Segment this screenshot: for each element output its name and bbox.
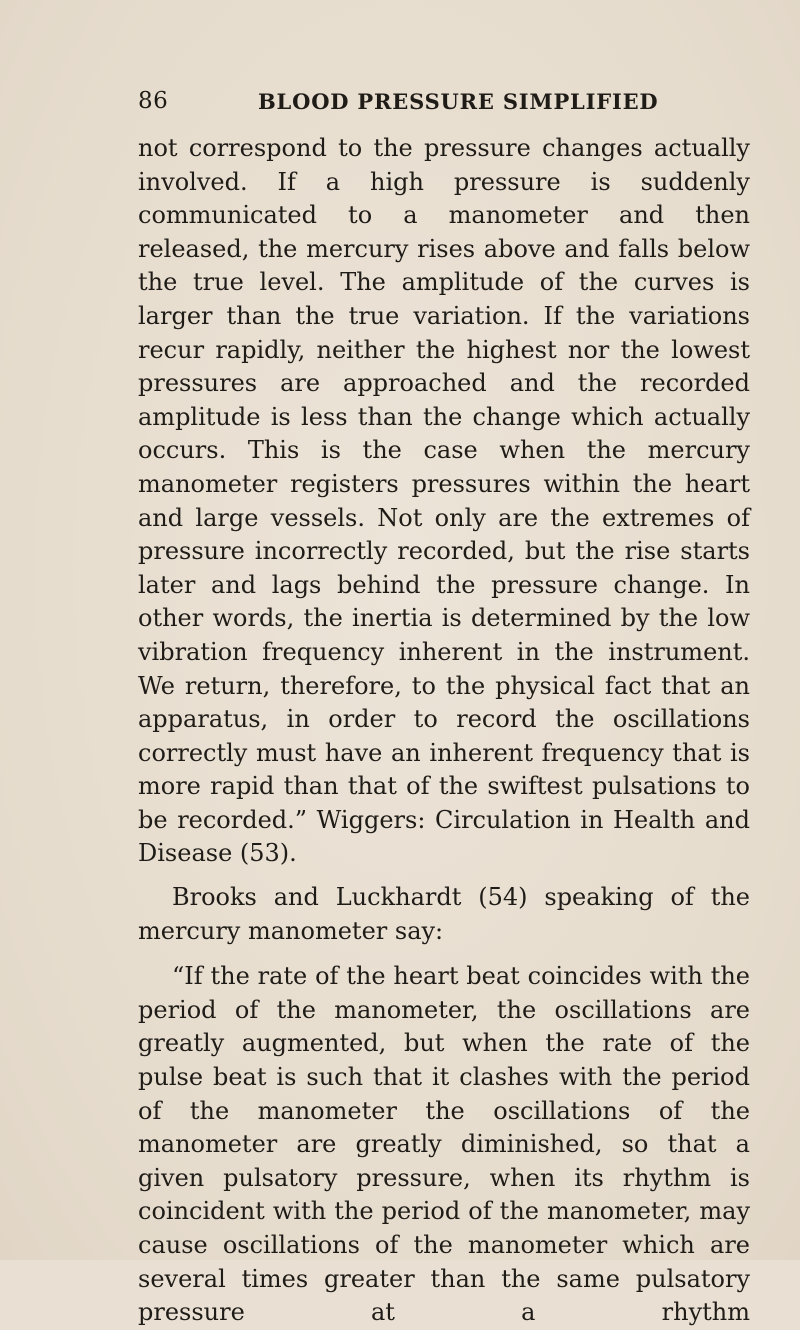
page-number: 86 bbox=[138, 88, 169, 114]
paragraph-brooks-luckhardt: Brooks and Luckhardt (54) speaking of the mercury manometer say: bbox=[138, 883, 750, 945]
paragraph-quotation: “If the rate of the heart beat coincides with the period of the manometer, the oscillations are greatly augmented, but when the rate of the pulse beat is such that it clashes with the period of the manometer the oscillations of the manometer are greatly diminished, so that a given pulsatory pressure, when its rhythm is coincident with the period of the manometer, may cause oscillations of the manometer which are several times greater than the same pulsatory pressure at a rhythm bbox=[138, 962, 750, 1327]
page-body bbox=[138, 132, 750, 1330]
running-title: BLOOD PRESSURE SIMPLIFIED bbox=[258, 89, 659, 114]
page-header bbox=[138, 88, 750, 122]
paragraph-continued: not correspond to the pressure changes actually involved. If a high pressure is suddenly communicated to a manometer and then released, the mercury rises above and falls below the true level. The amplitude of the curves is larger than the true variation. If the variations recur rapidly, neither the highest nor the lowest pressures are approached and the recorded amplitude is less than the change which actually occurs. This is the case when the mercury manometer registers pressures within the heart and large vessels. Not only are the extremes of pressure incorrectly recorded, but the rise starts later and lags behind the pressure change. In other words, the inertia is determined by the low vibration frequency inherent in the instrument. We return, therefore, to the physical fact that an apparatus, in order to record the oscillations correctly must have an inherent frequency that is more rapid than that of the swiftest pulsations to be recorded.” Wiggers: Circulation in Health and Disease (53). bbox=[138, 134, 750, 868]
